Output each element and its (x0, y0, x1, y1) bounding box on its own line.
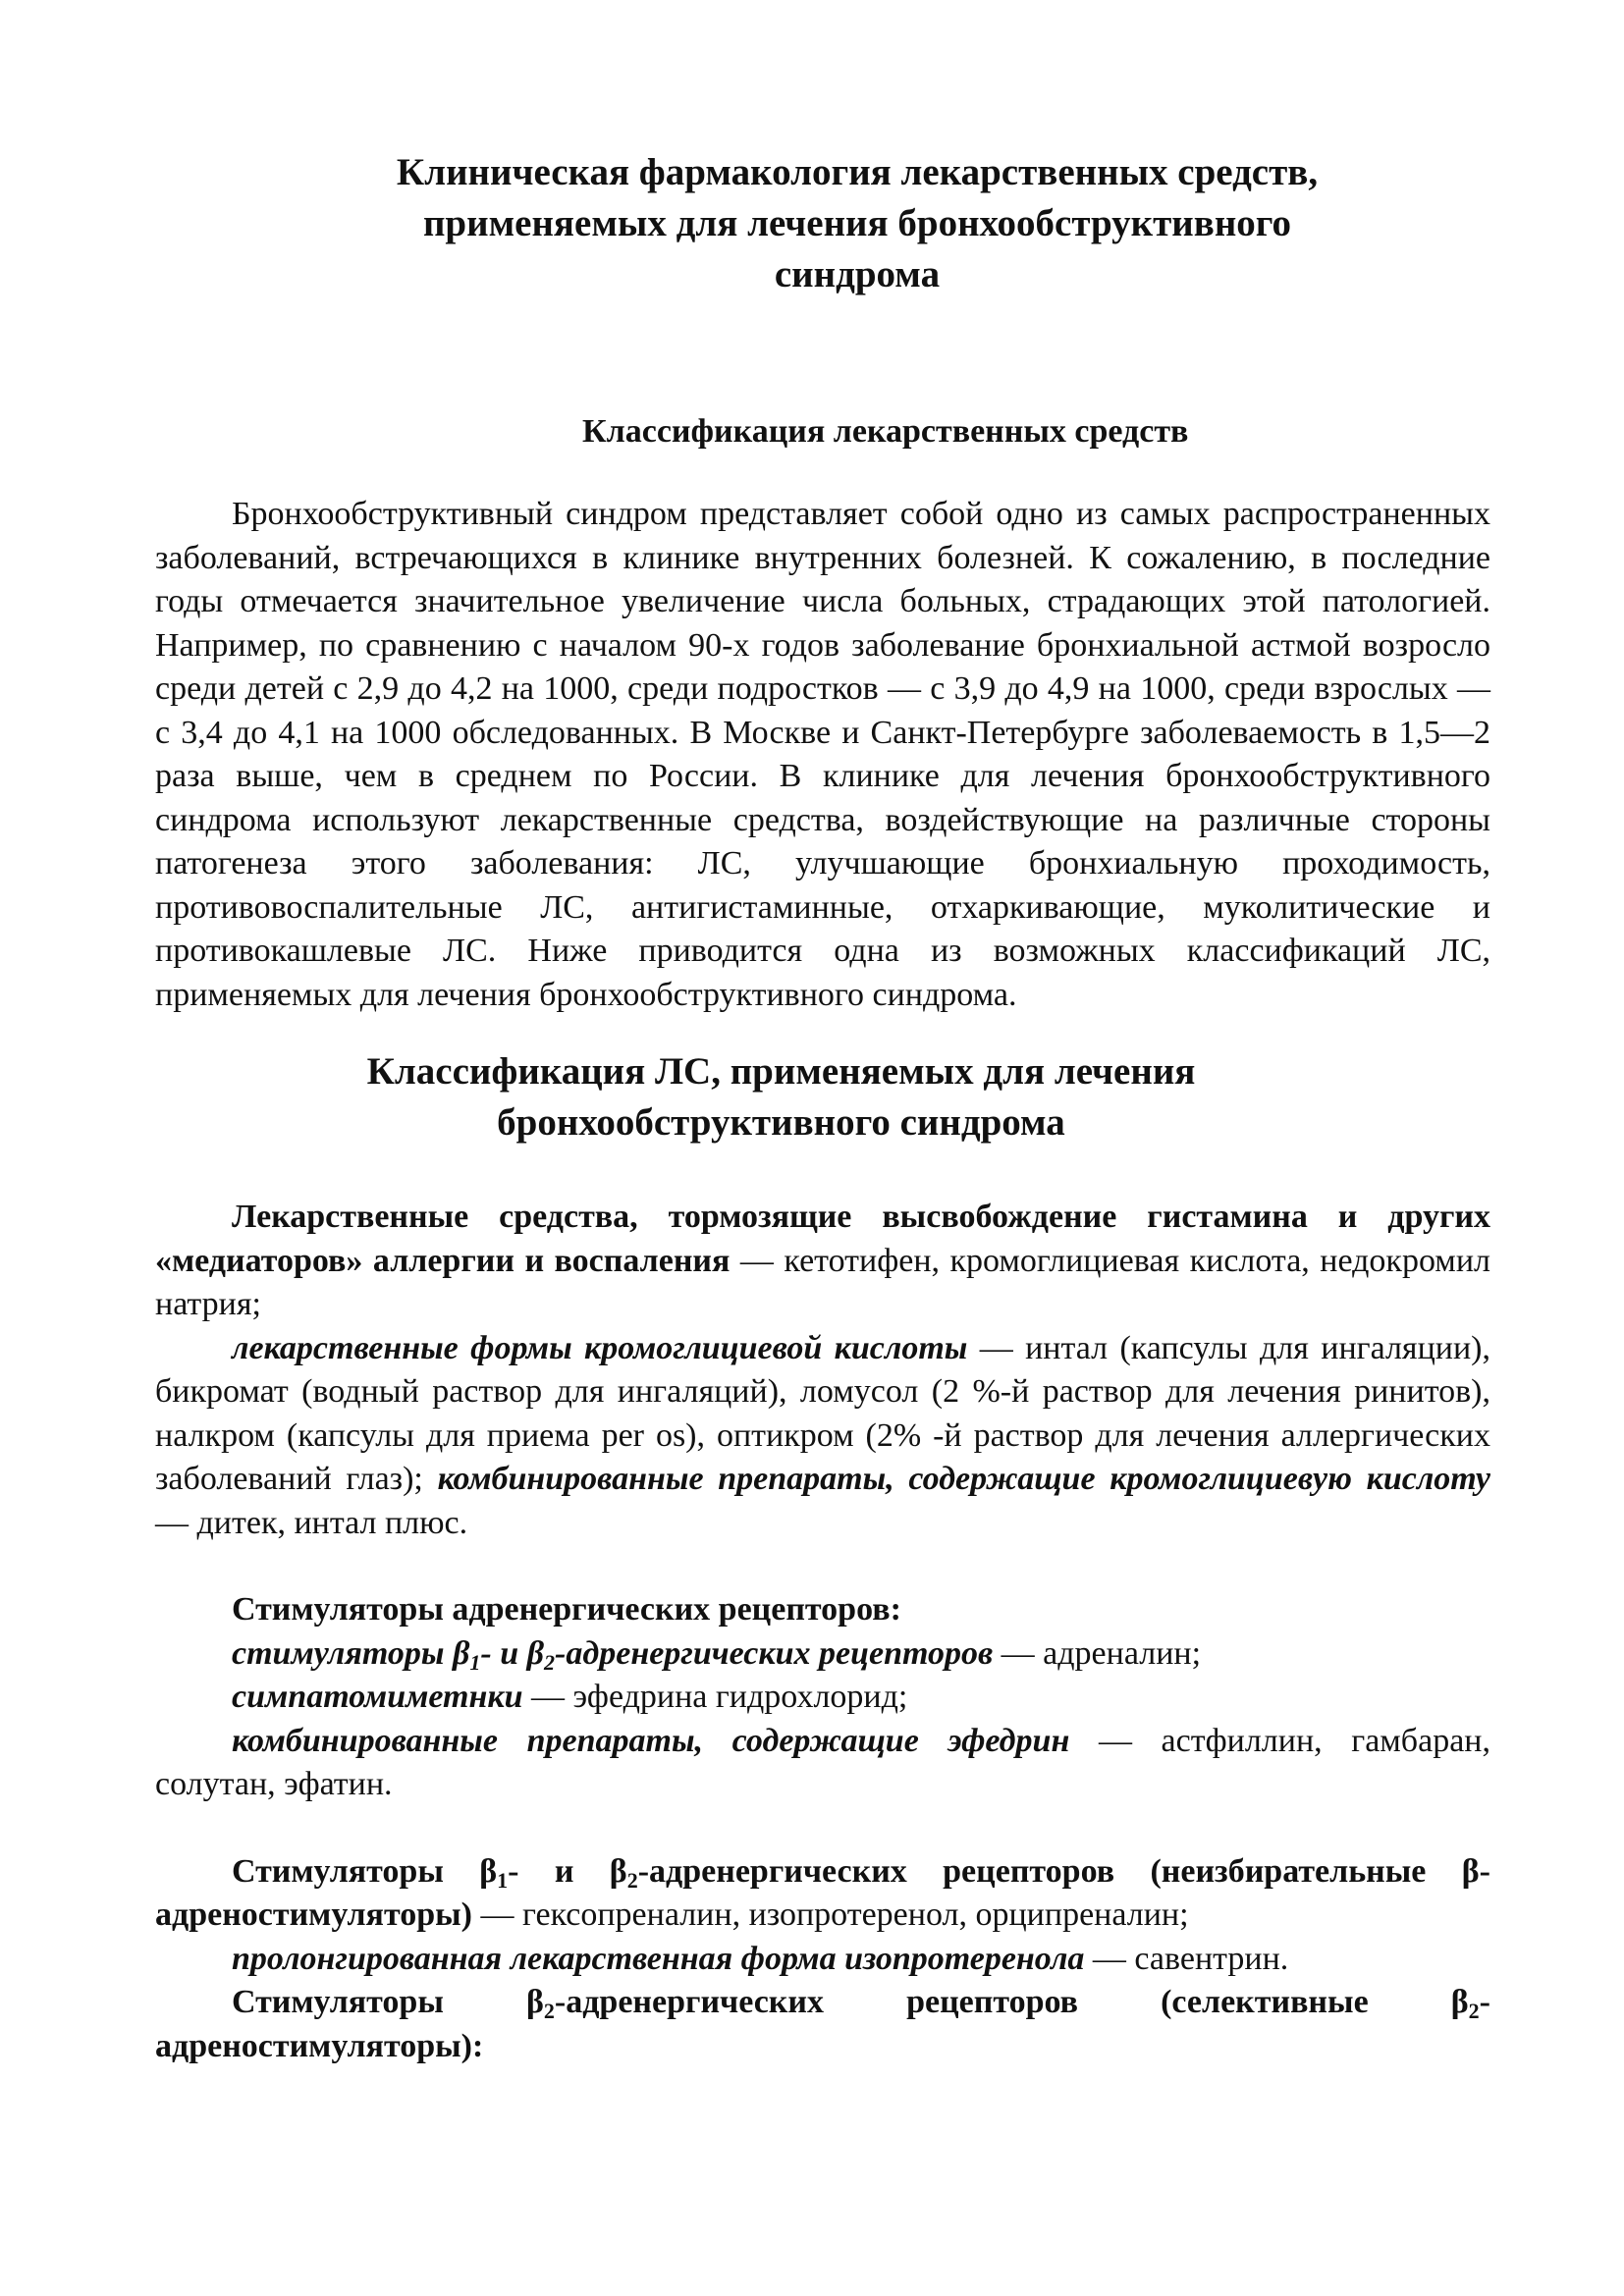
group1-combined-title: комбинированные препараты, содержащие кромоглициевую кислоту (437, 1461, 1490, 1497)
subscript: 1 (497, 1867, 509, 1893)
subscript: 1 (469, 1649, 481, 1675)
section-heading-ls-classification (352, 1046, 1211, 1148)
group2-item2 (155, 1676, 1490, 1720)
group2-heading (155, 1588, 1490, 1632)
group3-title-c: -адренергических рецепторов (неизбирательные β-адреностимуляторы) (155, 1852, 1490, 1933)
subscript: 2 (543, 1999, 555, 2023)
group2-item1 (155, 1632, 1490, 1677)
intro-paragraph: Бронхообструктивный синдром представляет собой одно из самых распространенных заболеваний, встречающихся в клинике внутренних болезней. К сожалению, в последние годы отмечается значительное увеличение числа больных, страдающих этой патологией. Например, по сравнению с началом 90-х годов заболевание бронхиальной астмой возросло среди детей с 2,9 до 4,2 на 1000, среди подростков — с 3,9 до 4,9 на 1000, среди взрослых — с 3,4 до 4,1 на 1000 обследованных. В Москве и Санкт-Петербурге заболеваемость в 1,5—2 раза выше, чем в среднем по России. В клинике для лечения бронхообструктивного синдрома используют лекарственные средства, воздействующие на различные стороны патогенеза этого заболевания: ЛС, улучшающие бронхиальную проходимость, противовоспалительные ЛС, антигистаминные, отхаркивающие, муколитические и противокашлевые ЛС. Ниже приводится одна из возможных классификаций ЛС, применяемых для лечения бронхообструктивного синдрома. (155, 496, 1490, 1013)
group4-title-c: -адреностимуляторы): (155, 1984, 1490, 2064)
group1-title: Лекарственные средства, тормозящие высвобождение гистамина и других «медиаторов» аллергии и воспаления (155, 1199, 1490, 1279)
title-line: Клиническая фармакология лекарственных средств, (396, 151, 1319, 193)
group3-form-text: — савентрин. (1084, 1940, 1289, 1977)
group2-item2-text: — эфедрина гидрохлорид; (522, 1679, 908, 1715)
group4-title-b: -адренергических рецепторов (селективные β (554, 1984, 1469, 2020)
section-heading-line: бронхообструктивного синдрома (497, 1101, 1065, 1144)
group1-combined-text: — дитек, интал плюс. (155, 1504, 468, 1541)
group2-item3-title: комбинированные препараты, содержащие эфедрин (232, 1722, 1070, 1759)
document-title (347, 147, 1368, 300)
group3-form-title: пролонгированная лекарственная форма изопротеренола (232, 1940, 1085, 1977)
group2-item1-text: — адреналин; (993, 1634, 1202, 1672)
group2-item3-text: — астфиллин, гамбаран, солутан, эфатин. (155, 1722, 1490, 1802)
group1-text: — кетотифен, кромоглициевая кислота, недокромил натрия; (155, 1242, 1490, 1322)
group3-paragraph (155, 1850, 1490, 1938)
group4-title-a: Стимуляторы β (232, 1984, 544, 2020)
section-heading-line: Классификация ЛС, применяемых для лечения (366, 1050, 1196, 1093)
title-line: применяемых для лечения бронхообструктивного (422, 202, 1292, 244)
group1-forms-text: — интал (капсулы для ингаляции), бикромат (водный раствор для ингаляций), ломусол (2 %-й раствор для лечения ринитов), налкром (капсулы для приема per os), оптикром (2% -й раствор для лечения аллергических заболеваний глаз); (155, 1329, 1490, 1497)
group2-item1-title-a: стимуляторы β (232, 1634, 470, 1672)
subscript: 2 (626, 1867, 638, 1893)
group4-title (155, 1984, 1490, 2064)
group1-forms-paragraph (155, 1327, 1490, 1546)
group1-paragraph (155, 1196, 1490, 1327)
group3-form (155, 1938, 1490, 1982)
group4-paragraph (155, 1981, 1490, 2068)
group3-title-b: - и β (508, 1852, 627, 1890)
group3-title-a: Стимуляторы β (232, 1852, 498, 1890)
group2-item3 (155, 1720, 1490, 1807)
group2-item1-title-b: - и β (480, 1634, 545, 1672)
subscript: 2 (1468, 1999, 1480, 2023)
group3-text: — гексопреналин, изопротеренол, орципреналин; (471, 1896, 1189, 1933)
group2-item2-title: симпатомиметнки (232, 1679, 523, 1715)
subscript: 2 (544, 1649, 556, 1675)
title-line: синдрома (774, 253, 941, 295)
group2-heading-text: Стимуляторы адренергических рецепторов: (232, 1591, 901, 1628)
group2-item1-title-c: -адренергических рецепторов (555, 1634, 994, 1672)
document-page (155, 147, 1490, 2068)
group1-forms-title: лекарственные формы кромоглициевой кислоты (232, 1329, 968, 1366)
group2-item1-title (232, 1634, 994, 1675)
section-heading-classification: Классификация лекарственных средств (582, 413, 1189, 450)
